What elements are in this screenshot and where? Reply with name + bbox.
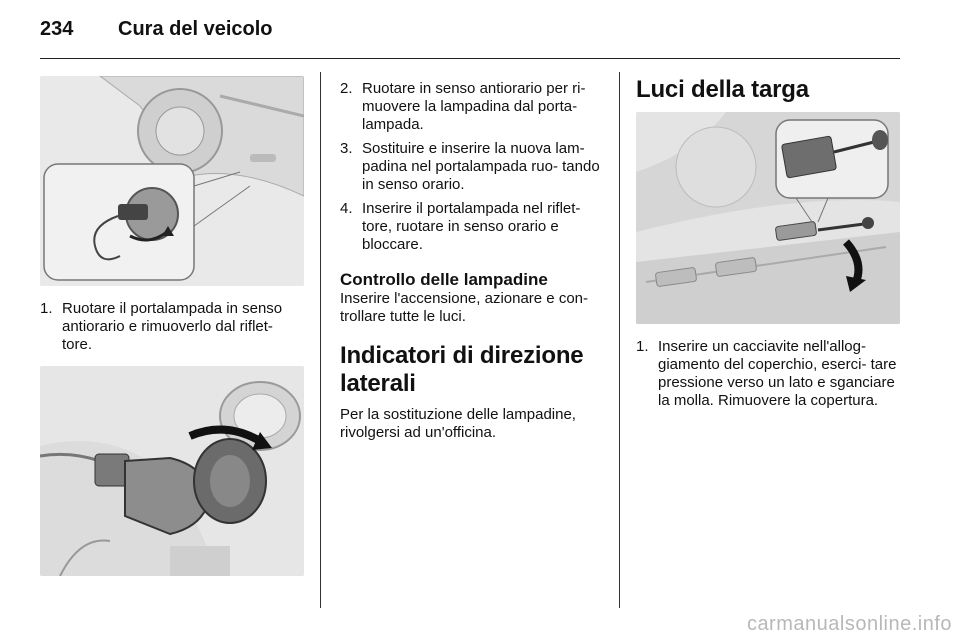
column-divider	[320, 72, 321, 608]
heading-bulb-check: Controllo delle lampadine	[340, 270, 548, 289]
illustration-licence-plate-light	[636, 112, 900, 324]
step-text: Inserire il portalampada nel riflet- tore, ruotare in senso orario e bloccare.	[362, 200, 581, 253]
side-indicators-text: Per la sostituzione delle lampadine, rivolgersi ad un'officina.	[340, 406, 576, 441]
step-2-remove-bulb	[340, 80, 604, 134]
step-text: Inserire un cacciavite nell'allog- giamento del coperchio, eserci- tare pressione verso un lato e sganciare la molla. Rimuovere la copertura.	[658, 338, 897, 409]
step-number: 1.	[40, 300, 53, 317]
rear-lamp-drawing	[40, 76, 304, 286]
header-rule	[40, 58, 900, 59]
column-middle	[340, 80, 604, 442]
step-number: 2.	[340, 80, 353, 97]
step-number: 3.	[340, 140, 353, 157]
column-divider	[619, 72, 620, 608]
step-text: Ruotare il portalampada in senso antiorario e rimuoverlo dal riflet- tore.	[62, 300, 283, 353]
page-header	[40, 18, 273, 48]
step-text: Ruotare in senso antiorario per ri- muovere la lampadina dal porta- lampada.	[362, 80, 586, 133]
step-1-insert-screwdriver	[636, 338, 900, 410]
bulb-holder-drawing	[40, 366, 304, 576]
step-number: 4.	[340, 200, 353, 217]
illustration-rear-lamp-bulb-holder	[40, 76, 304, 286]
step-text: Sostituire e inserire la nuova lam- padina nel portalampada ruo- tando in senso orario.	[362, 140, 600, 193]
heading-licence-plate-lights: Luci della targa	[636, 76, 809, 103]
step-4-insert-holder	[340, 200, 604, 254]
bulb-check-text: Inserire l'accensione, azionare e con- trollare tutte le luci.	[340, 290, 588, 325]
section-title: Cura del veicolo	[118, 18, 273, 40]
column-right	[636, 76, 900, 410]
page-number: 234	[40, 18, 74, 40]
watermark: carmanualsonline.info	[746, 613, 952, 635]
illustration-bulb-removal	[40, 366, 304, 576]
column-left	[40, 76, 304, 576]
plate-light-drawing	[636, 112, 900, 324]
step-1-rotate-bulb-holder	[40, 300, 304, 354]
step-number: 1.	[636, 338, 649, 355]
heading-side-indicators: Indicatori di direzione laterali	[340, 342, 584, 397]
step-3-insert-new-bulb	[340, 140, 604, 194]
